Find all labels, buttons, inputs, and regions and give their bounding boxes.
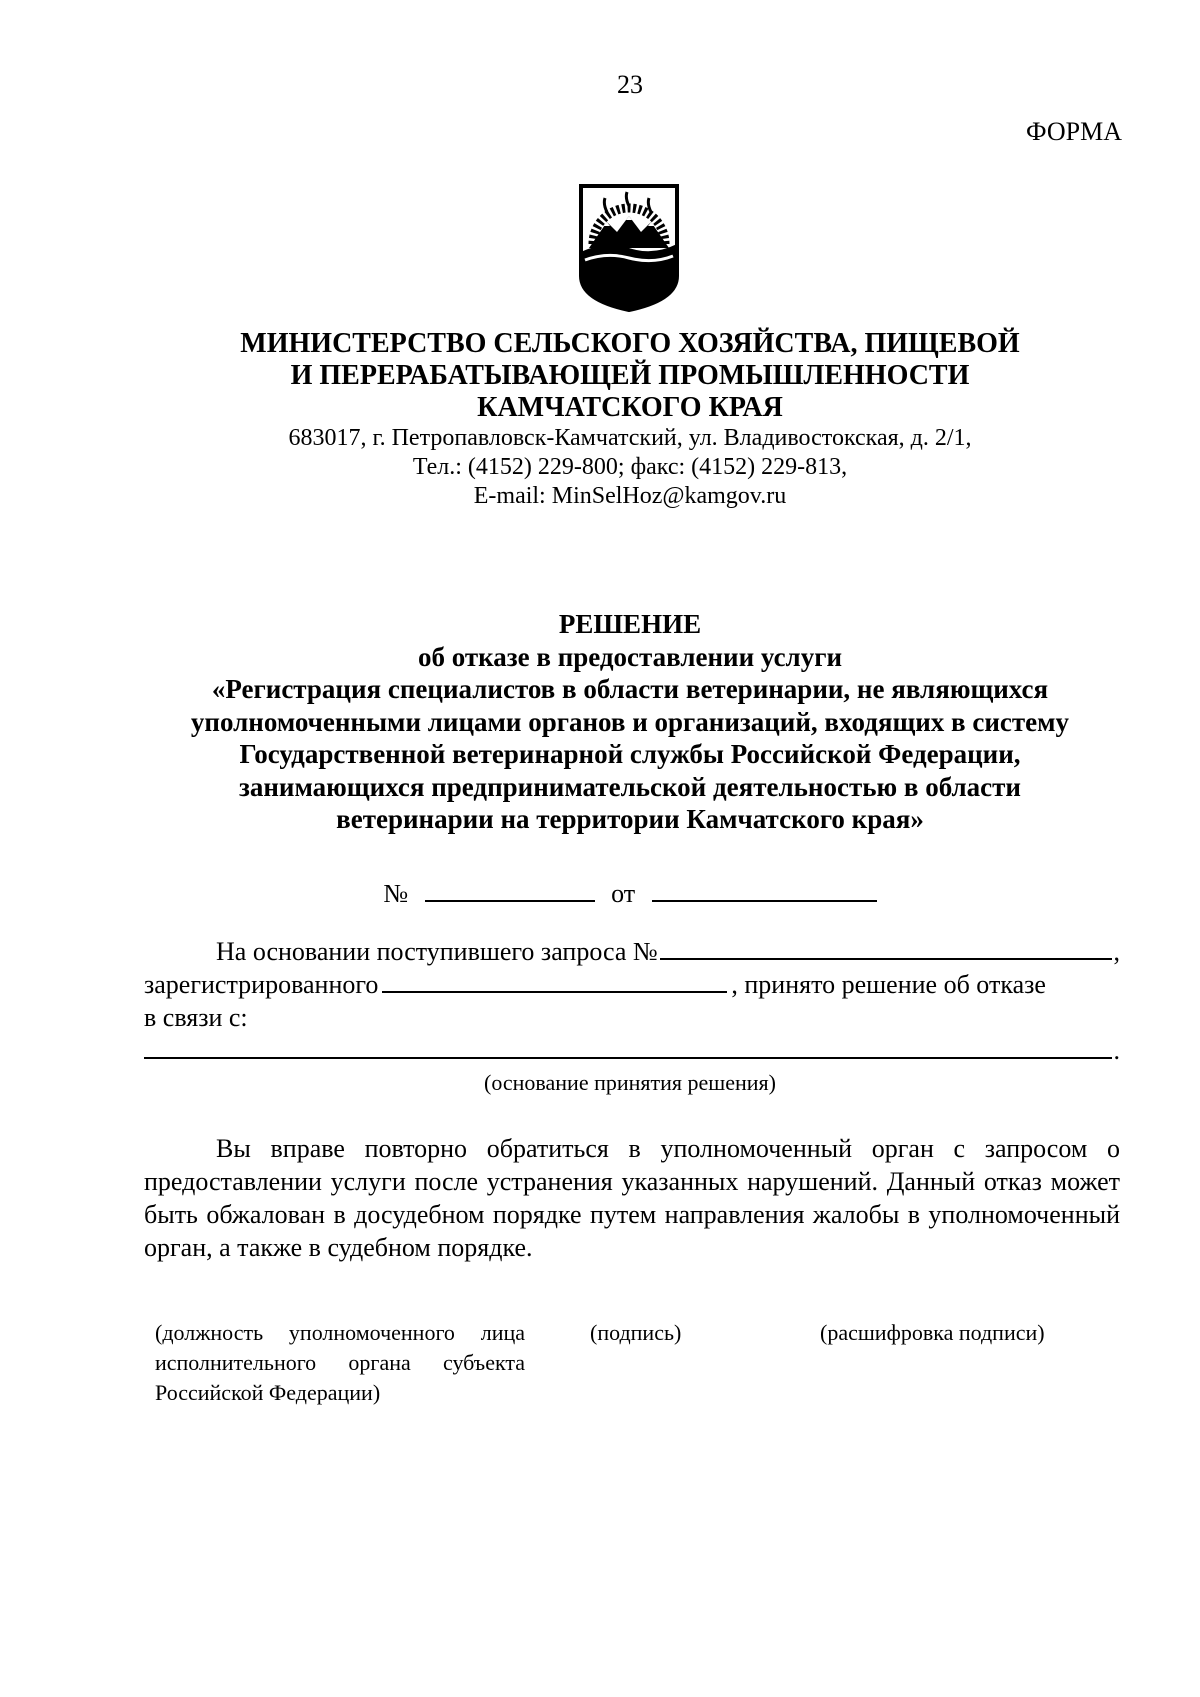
comma: , — [1113, 937, 1120, 966]
kamchatka-coat-of-arms-icon — [577, 182, 681, 314]
form-label: ФОРМА — [1026, 117, 1122, 146]
title-line: Государственной ветеринарной службы Российской Федерации, — [239, 739, 1021, 769]
title-line: РЕШЕНИЕ — [558, 609, 702, 639]
basis-caption: (основание принятия решения) — [484, 1070, 776, 1095]
org-name-line: МИНИСТЕРСТВО СЕЛЬСКОГО ХОЗЯЙСТВА, ПИЩЕВОЙ — [240, 328, 1020, 359]
due-to-text: в связи с: — [144, 1003, 248, 1032]
registered-blank — [382, 990, 727, 993]
date-blank — [652, 899, 877, 902]
title-line: занимающихся предпринимательской деятельностью в области — [239, 771, 1021, 802]
request-text: На основании поступившего запроса № — [216, 937, 658, 966]
registered-text: зарегистрированного — [144, 970, 379, 999]
org-phone: Тел.: (4152) 229-800; факс: (4152) 229-813, — [412, 454, 848, 480]
number-date-line — [0, 879, 1200, 909]
title-line: «Регистрация специалистов в области ветеринарии, не являющихся — [211, 674, 1049, 704]
signature-caption: (подпись) — [590, 1320, 682, 1345]
organization-header — [0, 328, 1200, 511]
title-line: уполномоченными лицами органов и организаций, входящих в систему — [190, 706, 1070, 737]
decryption-caption: (расшифровка подписи) — [820, 1320, 1045, 1345]
decision-text: , принято решение об отказе — [731, 970, 1046, 999]
document-title — [0, 608, 1200, 836]
org-email: E-mail: MinSelHoz@kamgov.ru — [473, 483, 787, 509]
org-name-line: КАМЧАТСКОГО КРАЯ — [477, 392, 783, 423]
title-line: об отказе в предоставлении услуги — [417, 641, 843, 672]
page-number: 23 — [617, 70, 643, 99]
org-address: 683017, г. Петропавловск-Камчатский, ул. Владивостокская, д. 2/1, — [288, 425, 972, 451]
number-blank — [425, 899, 595, 902]
number-sign: № — [383, 879, 409, 908]
paragraph-appeal: Вы вправе повторно обратиться в уполномоченный орган с запросом о предоставлении услуги после устранения указанных нарушений. Данный отказ может быть обжалован в досудебном порядке путем направления жалобы в уполномоченный орган, а также в судебном порядке. — [144, 1134, 1120, 1262]
paragraph-request — [144, 935, 1120, 1067]
basis-blank — [144, 1057, 1112, 1059]
period: . — [1113, 1036, 1120, 1065]
org-name-line: И ПЕРЕРАБАТЫВАЮЩЕЙ ПРОМЫШЛЕННОСТИ — [290, 360, 970, 391]
from-word: от — [611, 879, 636, 908]
request-number-blank — [660, 958, 1112, 960]
title-line: ветеринарии на территории Камчатского края» — [336, 804, 924, 834]
position-caption: (должность уполномоченного лица исполнительного органа субъекта Российской Федерации) — [155, 1320, 525, 1405]
